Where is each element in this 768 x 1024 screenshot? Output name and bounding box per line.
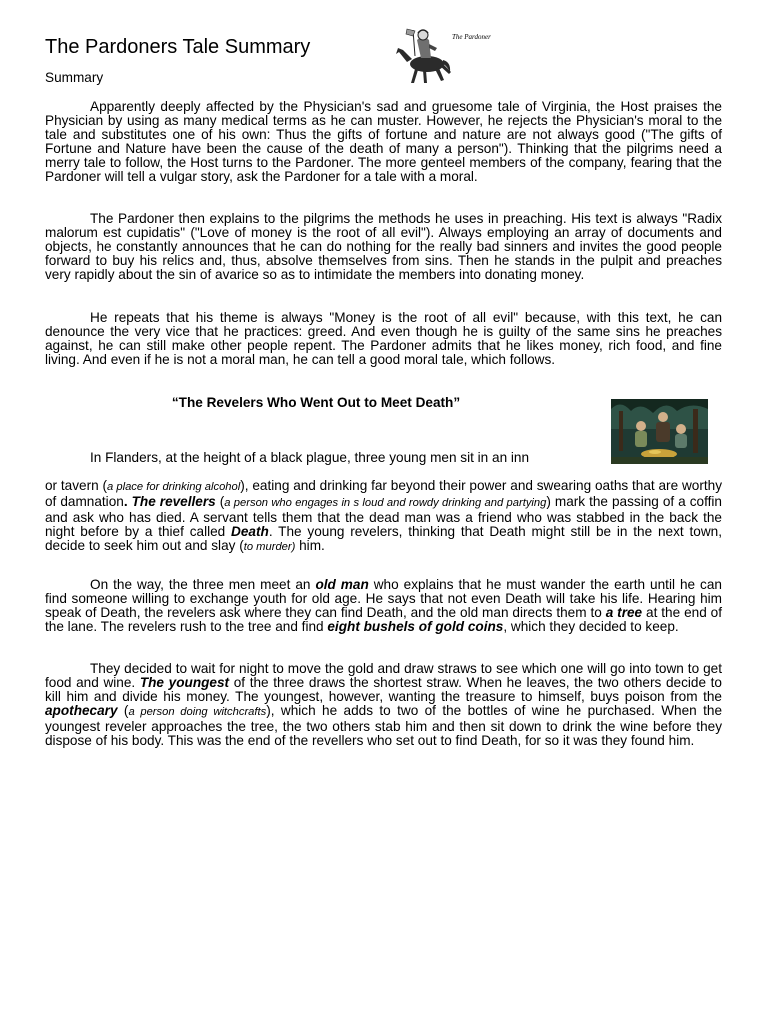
- story-title: “The Revelers Who Went Out to Meet Death”: [171, 395, 461, 410]
- paragraph-3: He repeats that his theme is always "Money is the root of all evil" because, with this text, he can denounce the very vice that he practices: greed. And even though he is guilty of the same sins he preaches against, he can still make other people repent. The Pardoner admits that he likes money, rich food, and fine living. And even if he is not a moral man, he can tell a good moral tale, which follows.: [45, 310, 722, 367]
- old-man-term: old man: [315, 577, 369, 592]
- paragraph-1: Apparently deeply affected by the Physician's sad and gruesome tale of Virginia, the Host praises the Physician by using as many medical terms as he can muster. However, he rejects the Physician's moral to the tale and substitutes one of his own: Thus the gifts of fortune and nature are not always good ("The gifts of Fortune and Nature have been the cause of the death of many a person"). Thinking that the pilgrims need a merry tale to follow, the Host turns to the Pardoner. The more genteel members of the company, fearing that the Pardoner will tell a vulgar story, ask the Pardoner for a tale with a moral.: [45, 99, 722, 184]
- death-term: Death: [231, 523, 269, 539]
- summary-subheading: Summary: [45, 70, 104, 85]
- apothecary-term: apothecary: [45, 702, 118, 718]
- paragraph-5: On the way, the three men meet an old man who explains that he must wander the earth until he can find someone willing to exchange youth for old age. He says that not even Death will take his life. Hearing him speak of Death, the revelers ask where they can find Death, and the old man directs them to a tree at the end of the lane. The revelers rush to the tree and find eight bushels of gold coins, which they decided to keep.: [45, 577, 722, 634]
- pardoner-image-caption: The Pardoner: [452, 33, 491, 41]
- page-title: The Pardoners Tale Summary: [45, 36, 311, 58]
- revelers-illustration: [611, 399, 708, 464]
- gold-coins-term: eight bushels of gold coins: [327, 618, 504, 634]
- revellers-term: The revellers: [131, 493, 216, 509]
- a-tree-term: a tree: [605, 604, 643, 620]
- youngest-term: The youngest: [139, 674, 230, 690]
- paragraph-4-lead: In Flanders, at the height of a black plague, three young men sit in an inn: [90, 450, 530, 465]
- paragraph-6: They decided to wait for night to move the gold and draw straws to see which one will go into town to get food and wine. The youngest of the three draws the shortest straw. When he leaves, the two others decide to kill him and divide his money. The youngest, however, wanting the treasure to himself, buys poison from the apothecary (a person doing witchcrafts), which he adds to two of the bottles of wine he purchased. When the youngest reveler approaches the tree, the two others stab him and then sit down to drink the wine before they dispose of his body. This was the end of the revellers who set out to find Death, for so it was they found him.: [45, 661, 723, 748]
- paragraph-2: The Pardoner then explains to the pilgrims the methods he uses in preaching. His text is always "Radix malorum est cupidatis" ("Love of money is the root of all evil"). Always employing an array of documents and objects, he constantly announces that he can do nothing for the really bad sinners and invites the good people forward to buy his relics and, thus, absolve themselves from sins. Then he stands in the pulpit and preaches very rapidly about the sin of avarice so as to intimidate the members into donating money.: [45, 211, 722, 282]
- paragraph-4: or tavern (a place for drinking alcohol), eating and drinking far beyond their power and swearing oaths that are worthy of damnation. The revellers (a person who engages in s loud and rowdy drinking and partying) mark the passing of a coffin and ask who has died. A servant tells them that the dead man was a friend who was stabbed in the back the night before by a thief called Death. The young revelers, thinking that Death might still be in the next town, decide to seek him out and slay (to murder) him.: [45, 478, 722, 553]
- pardoner-on-horse-image: [393, 26, 455, 86]
